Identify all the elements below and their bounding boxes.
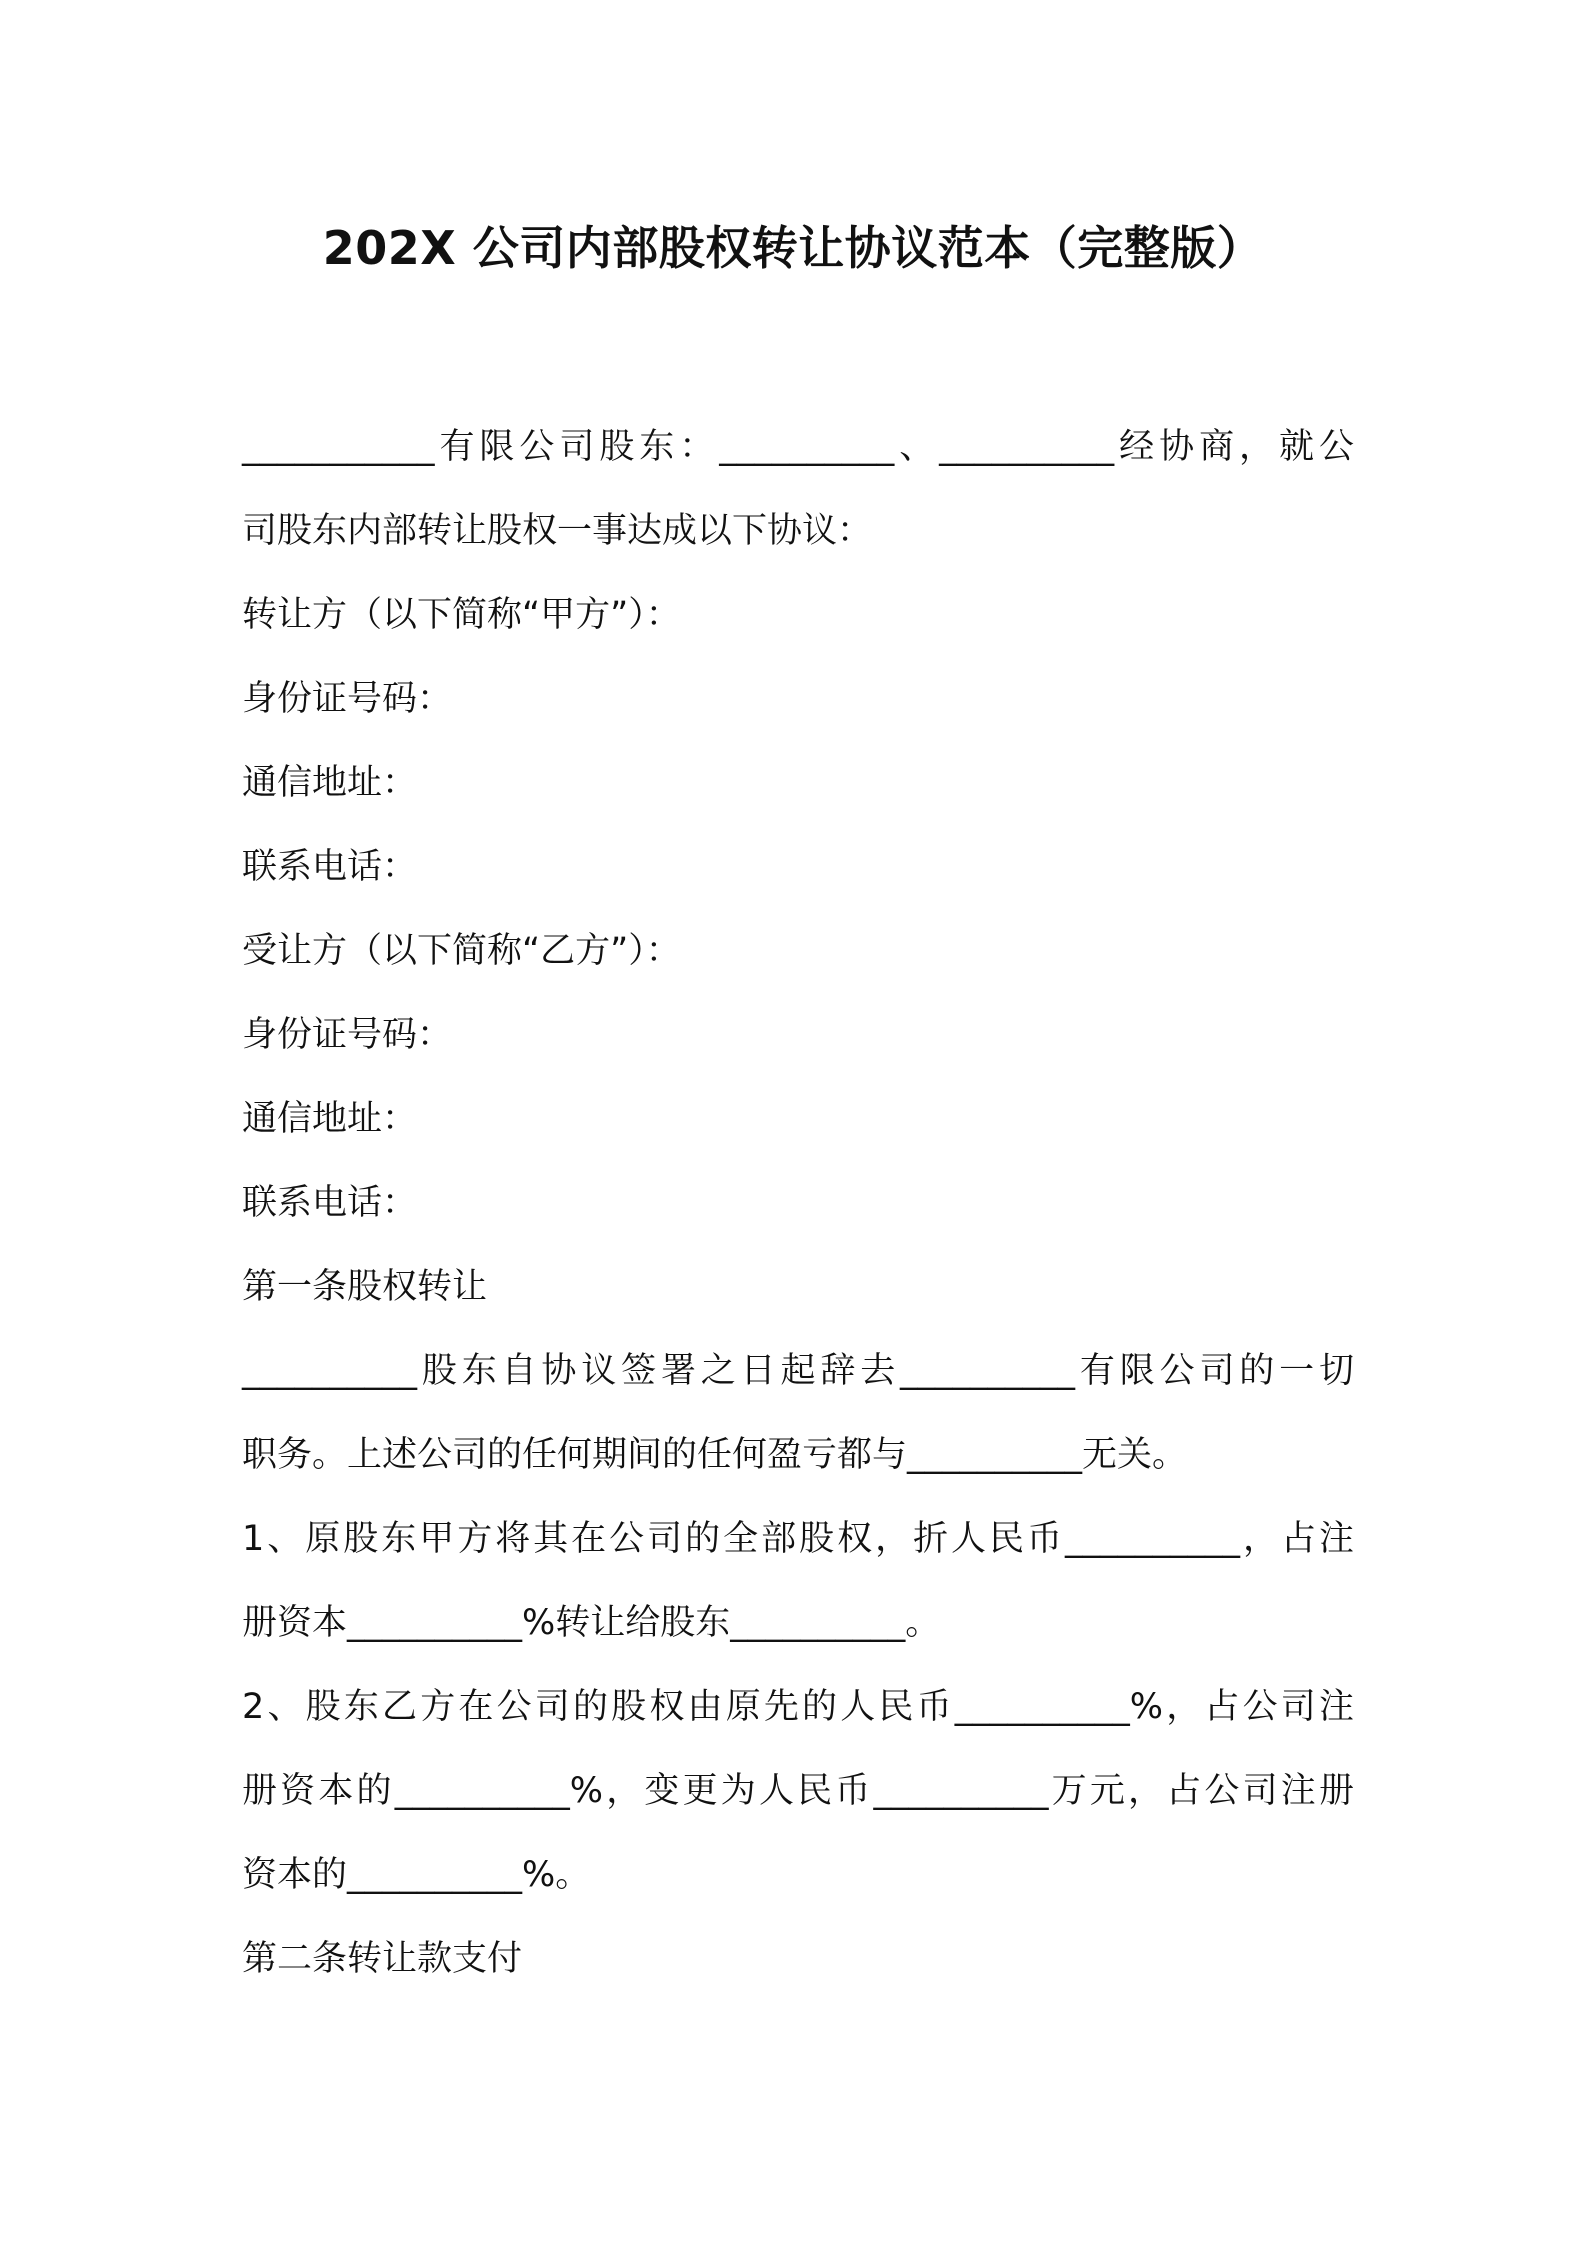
- paragraph-line: 1、原股东甲方将其在公司的全部股权，折人民币__________，占注: [242, 1519, 1354, 1559]
- field-label-id-number: 身份证号码：: [242, 1015, 453, 1055]
- paragraph-line: 资本的__________%。: [242, 1855, 591, 1895]
- paragraph-line: 司股东内部转让股权一事达成以下协议：: [242, 511, 873, 551]
- field-label-transferor: 转让方（以下简称“甲方”）：: [242, 595, 681, 635]
- document-body: [242, 405, 1354, 2001]
- paragraph-line: 册资本的__________%，变更为人民币__________万元，占公司注册: [242, 1771, 1354, 1811]
- field-label-phone: 联系电话：: [242, 1183, 418, 1223]
- paragraph-line: 册资本__________%转让给股东__________。: [242, 1603, 941, 1643]
- field-label-id-number: 身份证号码：: [242, 679, 453, 719]
- paragraph-line: 2、股东乙方在公司的股权由原先的人民币__________%，占公司注: [242, 1687, 1354, 1727]
- field-label-transferee: 受让方（以下简称“乙方”）：: [242, 931, 681, 971]
- field-label-address: 通信地址：: [242, 763, 418, 803]
- field-label-address: 通信地址：: [242, 1099, 418, 1139]
- field-label-phone: 联系电话：: [242, 847, 418, 887]
- section-heading-article-2: 第二条转让款支付: [242, 1939, 523, 1979]
- paragraph-line: ___________有限公司股东：__________、__________经协商，就公: [242, 427, 1354, 467]
- paragraph-line: 职务。上述公司的任何期间的任何盈亏都与__________无关。: [242, 1435, 1188, 1475]
- paragraph-line: __________股东自协议签署之日起辞去__________有限公司的一切: [242, 1351, 1354, 1391]
- document-title: 202X 公司内部股权转让协议范本（完整版）: [322, 221, 1264, 275]
- section-heading-article-1: 第一条股权转让: [242, 1267, 488, 1307]
